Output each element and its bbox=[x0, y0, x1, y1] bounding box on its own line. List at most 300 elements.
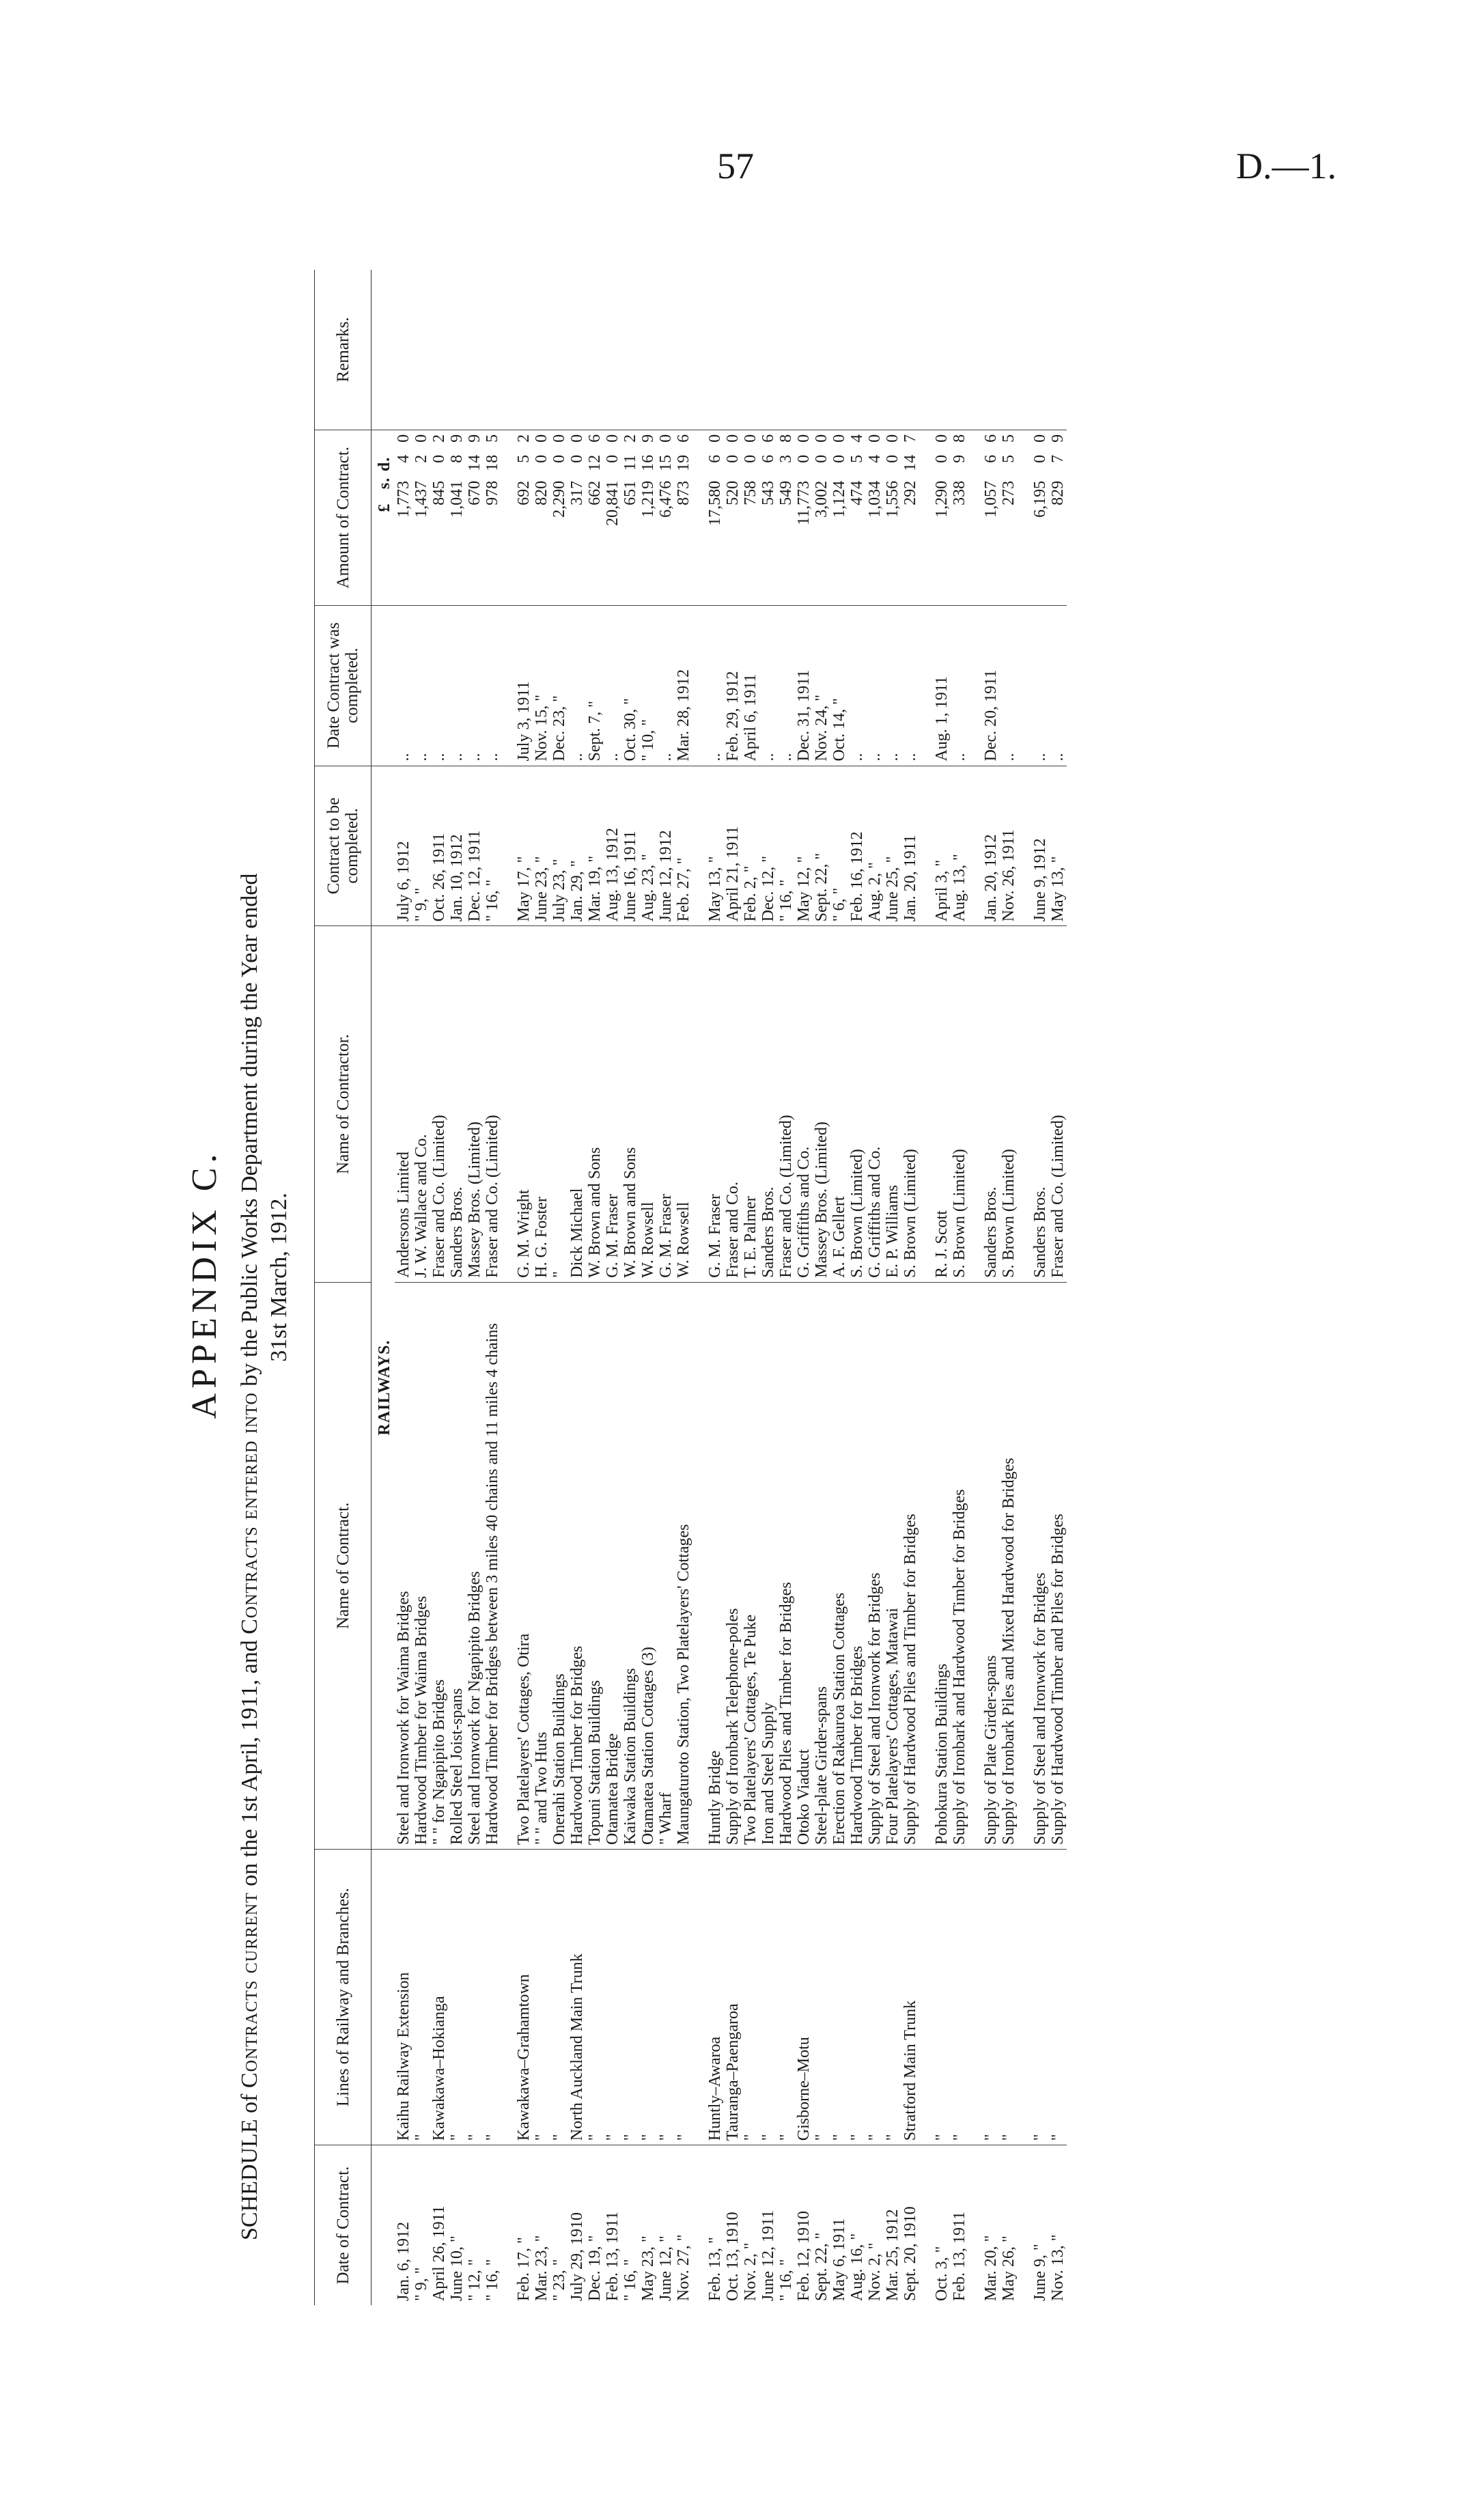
contractor-cell: G. M. Fraser bbox=[657, 926, 675, 1282]
amount-group bbox=[1031, 434, 1049, 556]
amount-group bbox=[657, 434, 675, 556]
amount-pence: 7 bbox=[901, 434, 919, 443]
amount-group bbox=[568, 434, 586, 556]
contractor-cell: Dick Michael bbox=[568, 926, 586, 1282]
amount-pounds: 520 bbox=[724, 480, 742, 505]
amount-pence: 9 bbox=[466, 434, 484, 443]
amount-pounds: 1,290 bbox=[933, 480, 951, 518]
completed-cell: Nov. 15, " bbox=[533, 605, 550, 766]
contract-name-cell: Onerahi Station Buildings bbox=[550, 1282, 568, 1849]
table-row bbox=[777, 270, 795, 2305]
line-cell: " bbox=[1031, 1849, 1049, 2145]
amount-pence: 2 bbox=[621, 434, 639, 443]
amount-cell bbox=[586, 430, 604, 605]
amount-shillings: 14 bbox=[901, 454, 919, 471]
date-cell: Mar. 25, 1912 bbox=[884, 2209, 901, 2301]
line-cell: " bbox=[830, 1849, 848, 2145]
amount-pence: 8 bbox=[777, 434, 795, 443]
table-row bbox=[430, 270, 448, 2305]
amount-group bbox=[724, 434, 742, 556]
amount-cell bbox=[813, 430, 830, 605]
to-be-completed-cell: Oct. 26, 1911 bbox=[430, 766, 448, 926]
remarks-cell bbox=[759, 270, 777, 430]
completed-cell: .. bbox=[777, 605, 795, 766]
spacer-cell bbox=[1018, 270, 1031, 430]
amount-group bbox=[412, 434, 430, 556]
amount-pounds: 1,124 bbox=[830, 480, 848, 518]
contract-name-cell: Supply of Hardwood Timber and Piles for Bridges bbox=[1049, 1282, 1067, 1849]
line-cell: Stratford Main Trunk bbox=[901, 1849, 919, 2145]
spacer-row bbox=[501, 270, 515, 2305]
unit-pounds: £ bbox=[376, 503, 393, 512]
amount-cell bbox=[724, 430, 742, 605]
spacer-cell bbox=[968, 1282, 982, 1849]
to-be-completed-cell: April 3, " bbox=[933, 766, 951, 926]
contract-name-cell: Erection of Rakauroa Station Cottages bbox=[830, 1282, 848, 1849]
amount-cell bbox=[533, 430, 550, 605]
spacer-cell bbox=[1018, 926, 1031, 1282]
completed-cell: .. bbox=[448, 605, 466, 766]
amount-cell bbox=[901, 430, 919, 605]
completed-cell: .. bbox=[951, 605, 968, 766]
amount-shillings: 0 bbox=[795, 454, 813, 463]
date-cell: April 26, 1911 bbox=[430, 2205, 448, 2301]
amount-cell bbox=[395, 430, 412, 605]
contractor-cell: " bbox=[550, 926, 568, 1282]
spacer-cell bbox=[968, 766, 982, 926]
line-cell: Kawakawa–Hokianga bbox=[430, 1849, 448, 2145]
amount-pence: 0 bbox=[813, 434, 830, 443]
amount-pence: 6 bbox=[586, 434, 604, 443]
table-row bbox=[982, 270, 1000, 2305]
remarks-cell bbox=[639, 270, 657, 430]
contract-name-cell: Kaiwaka Station Buildings bbox=[621, 1282, 639, 1849]
to-be-completed-cell: Dec. 12, 1911 bbox=[466, 766, 484, 926]
contract-name-cell: Supply of Ironbark Piles and Mixed Hardwood for Bridges bbox=[1000, 1282, 1018, 1849]
amount-group bbox=[675, 434, 692, 556]
to-be-completed-cell: May 12, " bbox=[795, 766, 813, 926]
amount-shillings: 5 bbox=[1000, 454, 1018, 463]
to-be-completed-cell: Dec. 12, " bbox=[759, 766, 777, 926]
section-row bbox=[372, 270, 395, 2305]
amount-pounds: 1,041 bbox=[448, 480, 466, 518]
to-be-completed-cell: Jan. 20, 1911 bbox=[901, 766, 919, 926]
amount-group bbox=[604, 434, 621, 556]
completed-cell: .. bbox=[412, 605, 430, 766]
table-row bbox=[621, 270, 639, 2305]
amount-group bbox=[550, 434, 568, 556]
contract-name-cell: Supply of Ironbark Telephone-poles bbox=[724, 1282, 742, 1849]
contract-name-cell: " " for Ngapipito Bridges bbox=[430, 1282, 448, 1849]
spacer-cell bbox=[919, 1849, 933, 2145]
line-cell: Kaihu Railway Extension bbox=[395, 1849, 412, 2145]
amount-pence: 0 bbox=[412, 434, 430, 443]
contract-name-cell: Hardwood Timber for Bridges bbox=[848, 1282, 866, 1849]
amount-pence: 0 bbox=[884, 434, 901, 443]
spacer-cell bbox=[1018, 1849, 1031, 2145]
completed-cell: .. bbox=[884, 605, 901, 766]
date-cell: June 12, " bbox=[657, 2236, 675, 2301]
header-amount-label: Amount of Contract. bbox=[333, 446, 352, 589]
contract-name-cell: Supply of Hardwood Piles and Timber for Bridges bbox=[901, 1282, 919, 1849]
amount-pounds: 758 bbox=[742, 480, 759, 505]
amount-group bbox=[466, 434, 484, 556]
spacer-cell bbox=[692, 766, 706, 926]
line-cell: " bbox=[813, 1849, 830, 2145]
amount-cell bbox=[515, 430, 533, 605]
contractor-cell: Andersons Limited bbox=[395, 926, 412, 1282]
to-be-completed-cell: Jan. 10, 1912 bbox=[448, 766, 466, 926]
remarks-cell bbox=[813, 270, 830, 430]
spacer-cell bbox=[919, 1282, 933, 1849]
line-cell: Kawakawa–Grahamtown bbox=[515, 1849, 533, 2145]
spacer-cell bbox=[968, 2145, 982, 2305]
amount-pounds: 17,580 bbox=[706, 480, 724, 526]
contractor-cell: S. Brown (Limited) bbox=[1000, 926, 1018, 1282]
amount-pounds: 474 bbox=[848, 480, 866, 505]
spacer-cell bbox=[692, 1282, 706, 1849]
header-to-be-completed: Contract to be completed. bbox=[315, 766, 372, 926]
table-row bbox=[533, 270, 550, 2305]
spacer-cell bbox=[919, 926, 933, 1282]
table-row bbox=[657, 270, 675, 2305]
amount-pounds: 292 bbox=[901, 480, 919, 505]
table-row bbox=[484, 270, 501, 2305]
contract-name-cell: Supply of Plate Girder-spans bbox=[982, 1282, 1000, 1849]
to-be-completed-cell: " 16, " bbox=[484, 766, 501, 926]
schedule-title bbox=[236, 314, 294, 2240]
amount-group bbox=[951, 434, 968, 556]
amount-shillings: 11 bbox=[621, 454, 639, 471]
to-be-completed-cell: " 16, " bbox=[777, 766, 795, 926]
to-be-completed-cell: June 16, 1911 bbox=[621, 766, 639, 926]
header-remarks: Remarks. bbox=[315, 270, 372, 430]
remarks-cell bbox=[1031, 270, 1049, 430]
date-cell: Jan. 6, 1912 bbox=[395, 2222, 412, 2301]
completed-cell: Dec. 31, 1911 bbox=[795, 605, 813, 766]
amount-group bbox=[1000, 434, 1018, 556]
amount-cell bbox=[484, 430, 501, 605]
amount-shillings: 6 bbox=[706, 454, 724, 463]
contractor-cell: Sanders Bros. bbox=[448, 926, 466, 1282]
table-row bbox=[448, 270, 466, 2305]
amount-shillings: 0 bbox=[604, 454, 621, 463]
amount-pounds: 845 bbox=[430, 480, 448, 505]
contractor-cell: Fraser and Co. (Limited) bbox=[1049, 926, 1067, 1282]
date-cell: " 16, " bbox=[621, 2259, 639, 2301]
amount-shillings: 8 bbox=[448, 454, 466, 463]
remarks-cell bbox=[901, 270, 919, 430]
to-be-completed-cell: April 21, 1911 bbox=[724, 766, 742, 926]
remarks-cell bbox=[848, 270, 866, 430]
amount-pounds: 3,002 bbox=[813, 480, 830, 518]
remarks-cell bbox=[706, 270, 724, 430]
remarks-cell bbox=[657, 270, 675, 430]
contract-name-cell: Hardwood Piles and Timber for Bridges bbox=[777, 1282, 795, 1849]
amount-cell bbox=[884, 430, 901, 605]
amount-shillings: 2 bbox=[412, 454, 430, 463]
amount-pence: 9 bbox=[448, 434, 466, 443]
table-row bbox=[759, 270, 777, 2305]
table-row bbox=[813, 270, 830, 2305]
amount-cell bbox=[848, 430, 866, 605]
contract-name-cell: " Wharf bbox=[657, 1282, 675, 1849]
header-contractor: Name of Contractor. bbox=[315, 926, 372, 1282]
amount-shillings: 18 bbox=[484, 454, 501, 471]
spacer-row bbox=[1018, 270, 1031, 2305]
line-cell: " bbox=[448, 1849, 466, 2145]
amount-pence: 0 bbox=[933, 434, 951, 443]
completed-cell: .. bbox=[1031, 605, 1049, 766]
line-cell: " bbox=[1000, 1849, 1018, 2145]
amount-group bbox=[848, 434, 866, 556]
amount-cell bbox=[866, 430, 884, 605]
date-cell: " 16, " bbox=[484, 2259, 501, 2301]
unit-pence: d. bbox=[376, 456, 393, 472]
contractor-cell: G. M. Wright bbox=[515, 926, 533, 1282]
to-be-completed-cell: June 9, 1912 bbox=[1031, 766, 1049, 926]
amount-shillings: 3 bbox=[777, 454, 795, 463]
amount-units bbox=[372, 430, 395, 605]
contract-name-cell: " " and Two Huts bbox=[533, 1282, 550, 1849]
contractor-cell: W. Rowsell bbox=[639, 926, 657, 1282]
amount-shillings: 0 bbox=[550, 454, 568, 463]
amount-shillings: 0 bbox=[884, 454, 901, 463]
to-be-completed-cell: May 13, " bbox=[1049, 766, 1067, 926]
amount-shillings: 0 bbox=[724, 454, 742, 463]
line-cell: " bbox=[777, 1849, 795, 2145]
remarks-cell bbox=[795, 270, 813, 430]
to-be-completed-cell: June 12, 1912 bbox=[657, 766, 675, 926]
line-cell: " bbox=[550, 1849, 568, 2145]
to-be-completed-cell: Aug. 13, 1912 bbox=[604, 766, 621, 926]
table-row bbox=[1031, 270, 1049, 2305]
contract-name-cell: Two Platelayers' Cottages, Otira bbox=[515, 1282, 533, 1849]
contractor-cell: G. Griffiths and Co. bbox=[795, 926, 813, 1282]
page-reference: D.—1. bbox=[1236, 145, 1336, 186]
contractor-cell: S. Brown (Limited) bbox=[848, 926, 866, 1282]
amount-cell bbox=[777, 430, 795, 605]
spacer-row bbox=[968, 270, 982, 2305]
completed-cell: Dec. 23, " bbox=[550, 605, 568, 766]
date-cell: Feb. 17, " bbox=[515, 2237, 533, 2301]
remarks-cell bbox=[675, 270, 692, 430]
contractor-cell: Fraser and Co. (Limited) bbox=[430, 926, 448, 1282]
amount-pounds: 978 bbox=[484, 480, 501, 505]
completed-cell: April 6, 1911 bbox=[742, 605, 759, 766]
section-gap bbox=[372, 1849, 395, 2145]
amount-pounds: 549 bbox=[777, 480, 795, 505]
schedule-title-smallcaps1: Contracts current bbox=[237, 1892, 262, 2089]
date-cell: Nov. 27, " bbox=[675, 2234, 692, 2301]
contract-name-cell: Hardwood Timber for Waima Bridges bbox=[412, 1282, 430, 1849]
contractor-cell: G. M. Fraser bbox=[706, 926, 724, 1282]
table-row bbox=[550, 270, 568, 2305]
to-be-completed-cell: Nov. 26, 1911 bbox=[1000, 766, 1018, 926]
amount-shillings: 4 bbox=[395, 454, 412, 463]
amount-pounds: 6,195 bbox=[1031, 480, 1049, 518]
contract-name-cell: Supply of Steel and Ironwork for Bridges bbox=[1031, 1282, 1049, 1849]
amount-units-group bbox=[376, 457, 393, 579]
to-be-completed-cell: July 23, " bbox=[550, 766, 568, 926]
completed-cell: .. bbox=[848, 605, 866, 766]
to-be-completed-cell: Mar. 19, " bbox=[586, 766, 604, 926]
line-cell: " bbox=[759, 1849, 777, 2145]
completed-cell: Feb. 29, 1912 bbox=[724, 605, 742, 766]
amount-pence: 5 bbox=[484, 434, 501, 443]
contractor-cell: W. Brown and Sons bbox=[621, 926, 639, 1282]
remarks-cell bbox=[430, 270, 448, 430]
line-cell: " bbox=[951, 1849, 968, 2145]
amount-group bbox=[484, 434, 501, 556]
spacer-cell bbox=[501, 1282, 515, 1849]
amount-shillings: 5 bbox=[515, 454, 533, 463]
amount-cell bbox=[550, 430, 568, 605]
to-be-completed-cell: Feb. 27, " bbox=[675, 766, 692, 926]
date-cell: May 23, " bbox=[639, 2236, 657, 2301]
remarks-cell bbox=[777, 270, 795, 430]
completed-cell: Mar. 28, 1912 bbox=[675, 605, 692, 766]
line-cell: Tauranga–Paengaroa bbox=[724, 1849, 742, 2145]
amount-shillings: 0 bbox=[933, 454, 951, 463]
contractor-cell: Sanders Bros. bbox=[1031, 926, 1049, 1282]
remarks-cell bbox=[586, 270, 604, 430]
date-cell: Sept. 20, 1910 bbox=[901, 2206, 919, 2301]
to-be-completed-cell: Feb. 16, 1912 bbox=[848, 766, 866, 926]
contract-name-cell: Pohokura Station Buildings bbox=[933, 1282, 951, 1849]
line-cell: " bbox=[412, 1849, 430, 2145]
table-row bbox=[395, 270, 412, 2305]
line-cell: " bbox=[742, 1849, 759, 2145]
to-be-completed-cell: Aug. 13, " bbox=[951, 766, 968, 926]
amount-cell bbox=[759, 430, 777, 605]
remarks-cell bbox=[395, 270, 412, 430]
completed-cell: .. bbox=[466, 605, 484, 766]
amount-pence: 8 bbox=[951, 434, 968, 443]
section-gap bbox=[372, 270, 395, 430]
completed-cell: .. bbox=[901, 605, 919, 766]
contract-name-cell: Otamatea Station Cottages (3) bbox=[639, 1282, 657, 1849]
table-row bbox=[742, 270, 759, 2305]
to-be-completed-cell: " 9, " bbox=[412, 766, 430, 926]
contractor-cell: W. Brown and Sons bbox=[586, 926, 604, 1282]
amount-group bbox=[639, 434, 657, 556]
date-cell: " 23, " bbox=[550, 2259, 568, 2301]
completed-cell: .. bbox=[706, 605, 724, 766]
date-cell: Nov. 2, " bbox=[742, 2242, 759, 2301]
amount-cell bbox=[951, 430, 968, 605]
amount-pounds: 1,219 bbox=[639, 480, 657, 518]
amount-pence: 0 bbox=[706, 434, 724, 443]
amount-shillings: 14 bbox=[466, 454, 484, 471]
amount-group bbox=[777, 434, 795, 556]
contract-name-cell: Otamatea Bridge bbox=[604, 1282, 621, 1849]
amount-shillings: 16 bbox=[639, 454, 657, 471]
amount-pence: 2 bbox=[430, 434, 448, 443]
table-row bbox=[706, 270, 724, 2305]
date-cell: Feb. 13, 1911 bbox=[604, 2211, 621, 2301]
rotated-schedule bbox=[123, 246, 1284, 2322]
spacer-cell bbox=[501, 2145, 515, 2305]
amount-pence: 6 bbox=[675, 434, 692, 443]
amount-pence: 0 bbox=[550, 434, 568, 443]
table-row bbox=[604, 270, 621, 2305]
contractor-cell: Fraser and Co. (Limited) bbox=[777, 926, 795, 1282]
to-be-completed-cell: Jan. 29, " bbox=[568, 766, 586, 926]
to-be-completed-cell: Jan. 20, 1912 bbox=[982, 766, 1000, 926]
amount-group bbox=[395, 434, 412, 556]
spacer-cell bbox=[919, 2145, 933, 2305]
amount-pence: 0 bbox=[604, 434, 621, 443]
line-cell: " bbox=[848, 1849, 866, 2145]
spacer-cell bbox=[968, 270, 982, 430]
spacer-cell bbox=[968, 430, 982, 605]
spacer-row bbox=[919, 270, 933, 2305]
remarks-cell bbox=[884, 270, 901, 430]
spacer-cell bbox=[1018, 430, 1031, 605]
amount-pounds: 651 bbox=[621, 480, 639, 505]
completed-cell: Aug. 1, 1911 bbox=[933, 605, 951, 766]
table-row bbox=[724, 270, 742, 2305]
contractor-cell: S. Brown (Limited) bbox=[951, 926, 968, 1282]
amount-pence: 0 bbox=[724, 434, 742, 443]
date-cell: Feb. 13, " bbox=[706, 2237, 724, 2301]
line-cell: " bbox=[639, 1849, 657, 2145]
date-cell: Feb. 13, 1911 bbox=[951, 2211, 968, 2301]
table-row bbox=[830, 270, 848, 2305]
table-row bbox=[412, 270, 430, 2305]
spacer-cell bbox=[919, 270, 933, 430]
contract-name-cell: Hardwood Timber for Bridges bbox=[568, 1282, 586, 1849]
completed-cell: .. bbox=[484, 605, 501, 766]
amount-cell bbox=[430, 430, 448, 605]
spacer-cell bbox=[692, 1849, 706, 2145]
date-cell: Mar. 23, " bbox=[533, 2235, 550, 2301]
remarks-cell bbox=[484, 270, 501, 430]
to-be-completed-cell: July 6, 1912 bbox=[395, 766, 412, 926]
amount-group bbox=[866, 434, 884, 556]
date-cell: " 12, " bbox=[466, 2259, 484, 2301]
amount-pounds: 692 bbox=[515, 480, 533, 505]
table-row bbox=[901, 270, 919, 2305]
amount-group bbox=[933, 434, 951, 556]
date-cell: " 9, " bbox=[412, 2267, 430, 2301]
amount-shillings: 15 bbox=[657, 454, 675, 471]
amount-cell bbox=[1031, 430, 1049, 605]
line-cell: " bbox=[533, 1849, 550, 2145]
amount-shillings: 0 bbox=[830, 454, 848, 463]
amount-cell bbox=[657, 430, 675, 605]
remarks-cell bbox=[951, 270, 968, 430]
amount-group bbox=[795, 434, 813, 556]
spacer-cell bbox=[1018, 766, 1031, 926]
schedule-title-part2: on the 1st April, 1911, and bbox=[237, 1640, 262, 1886]
amount-cell bbox=[933, 430, 951, 605]
spacer-cell bbox=[919, 766, 933, 926]
contractor-cell: Fraser and Co. (Limited) bbox=[484, 926, 501, 1282]
date-cell: May 26, " bbox=[1000, 2236, 1018, 2301]
contract-name-cell: Steel and Ironwork for Ngapipito Bridges bbox=[466, 1282, 484, 1849]
contractor-cell: Massey Bros. (Limited) bbox=[466, 926, 484, 1282]
amount-cell bbox=[706, 430, 724, 605]
contract-name-cell: Huntly Bridge bbox=[706, 1282, 724, 1849]
remarks-cell bbox=[515, 270, 533, 430]
date-cell: June 9, " bbox=[1031, 2244, 1049, 2301]
amount-shillings: 0 bbox=[430, 454, 448, 463]
amount-pence: 0 bbox=[533, 434, 550, 443]
date-cell: Nov. 2, " bbox=[866, 2242, 884, 2301]
amount-pence: 0 bbox=[830, 434, 848, 443]
